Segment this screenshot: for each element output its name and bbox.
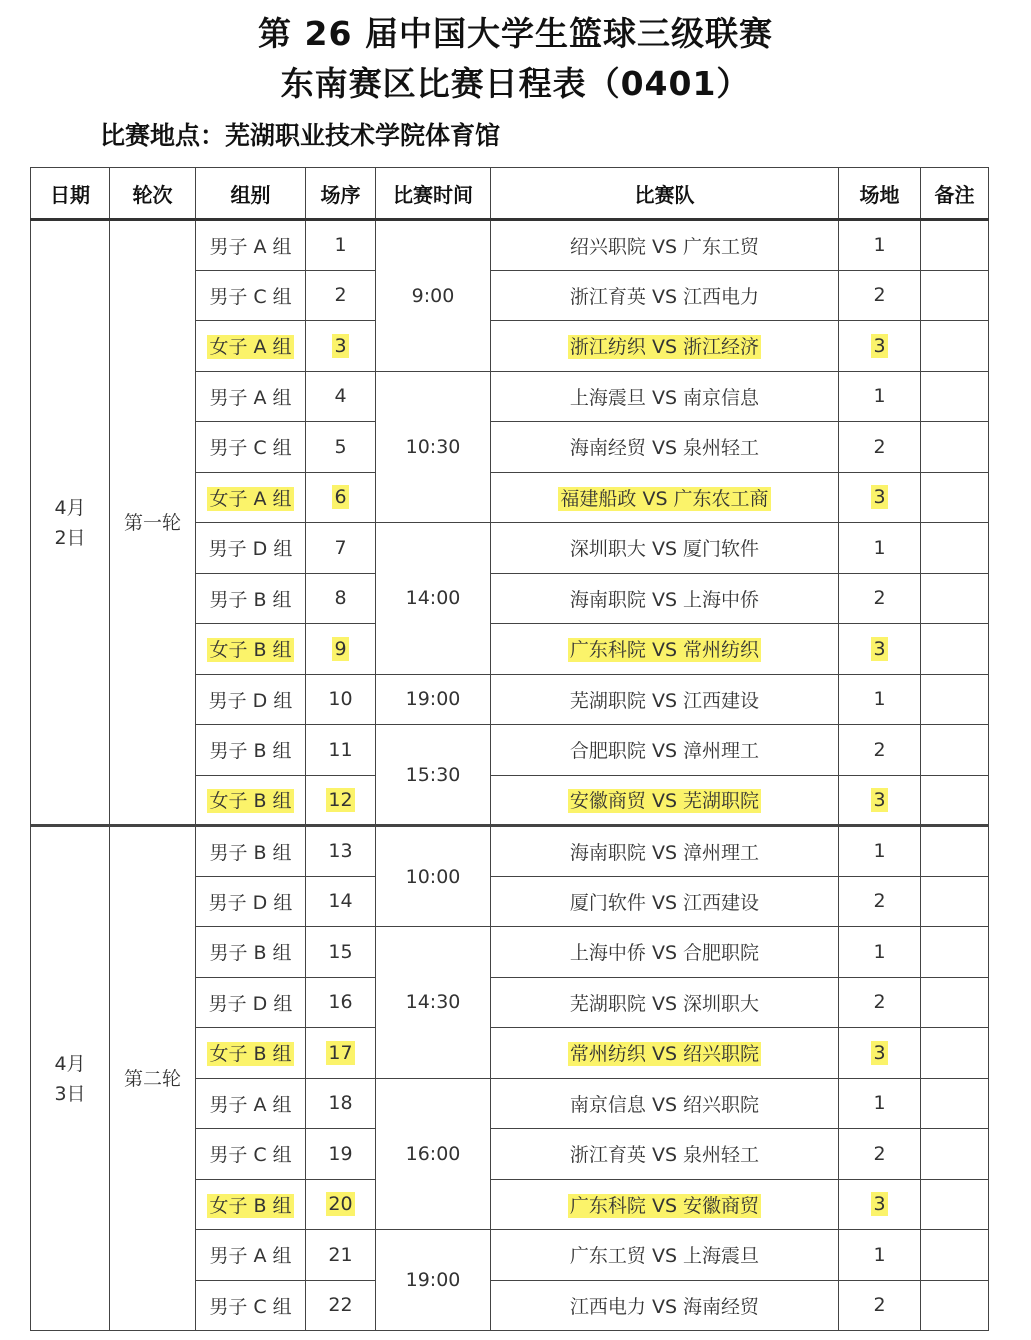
group-cell bbox=[196, 371, 306, 422]
court-number: 2 bbox=[873, 1142, 886, 1165]
match-teams: 浙江纺织 VS 浙江经济 bbox=[569, 336, 760, 359]
match-time: 14:30 bbox=[405, 991, 461, 1014]
match-time: 9:00 bbox=[411, 284, 455, 307]
group-cell bbox=[196, 1280, 306, 1331]
order-cell bbox=[306, 624, 376, 675]
notes-cell bbox=[921, 674, 989, 725]
order-number: 10 bbox=[328, 688, 353, 711]
order-number: 8 bbox=[334, 587, 347, 610]
teams-cell bbox=[491, 826, 839, 877]
court-number: 1 bbox=[873, 1092, 886, 1115]
header-teams: 比赛队 bbox=[491, 168, 839, 220]
court-cell bbox=[839, 573, 921, 624]
court-number: 3 bbox=[873, 334, 886, 357]
court-cell bbox=[839, 371, 921, 422]
teams-cell bbox=[491, 270, 839, 321]
teams-cell bbox=[491, 1078, 839, 1129]
notes-cell bbox=[921, 1230, 989, 1281]
court-cell bbox=[839, 523, 921, 574]
court-cell bbox=[839, 422, 921, 473]
notes-cell bbox=[921, 270, 989, 321]
order-number: 19 bbox=[328, 1142, 353, 1165]
match-teams: 广东工贸 VS 上海震旦 bbox=[569, 1245, 760, 1268]
match-teams: 芜湖职院 VS 深圳职大 bbox=[569, 992, 760, 1015]
order-cell bbox=[306, 523, 376, 574]
court-cell bbox=[839, 674, 921, 725]
group-cell bbox=[196, 523, 306, 574]
court-cell bbox=[839, 927, 921, 978]
order-cell bbox=[306, 1129, 376, 1180]
group-cell bbox=[196, 220, 306, 271]
match-teams: 安徽商贸 VS 芜湖职院 bbox=[569, 790, 760, 813]
teams-cell bbox=[491, 523, 839, 574]
group-label: 男子 D 组 bbox=[208, 992, 293, 1015]
notes-cell bbox=[921, 1280, 989, 1331]
group-cell bbox=[196, 725, 306, 776]
group-label: 女子 A 组 bbox=[209, 336, 292, 359]
teams-cell bbox=[491, 674, 839, 725]
match-teams: 芜湖职院 VS 江西建设 bbox=[569, 689, 760, 712]
group-label: 男子 C 组 bbox=[209, 437, 292, 460]
schedule-subtitle: 东南赛区比赛日程表（0401） bbox=[280, 64, 751, 103]
time-cell bbox=[376, 725, 491, 826]
court-cell bbox=[839, 1028, 921, 1079]
order-cell bbox=[306, 220, 376, 271]
court-number: 2 bbox=[873, 284, 886, 307]
group-label: 男子 D 组 bbox=[208, 689, 293, 712]
group-cell bbox=[196, 775, 306, 826]
notes-cell bbox=[921, 1078, 989, 1129]
teams-cell bbox=[491, 876, 839, 927]
match-teams: 海南职院 VS 上海中侨 bbox=[569, 588, 760, 611]
date-day: 3日 bbox=[54, 1082, 86, 1105]
group-label: 男子 A 组 bbox=[209, 386, 292, 409]
match-time: 14:00 bbox=[405, 587, 461, 610]
header-date: 日期 bbox=[31, 168, 110, 220]
match-teams: 常州纺织 VS 绍兴职院 bbox=[569, 1043, 760, 1066]
group-label: 男子 C 组 bbox=[209, 285, 292, 308]
teams-cell bbox=[491, 573, 839, 624]
group-label: 男子 B 组 bbox=[209, 588, 292, 611]
notes-cell bbox=[921, 321, 989, 372]
order-cell bbox=[306, 321, 376, 372]
date-cell bbox=[31, 220, 110, 826]
court-number: 1 bbox=[873, 1243, 886, 1266]
group-label: 女子 A 组 bbox=[209, 487, 292, 510]
teams-cell bbox=[491, 977, 839, 1028]
order-number: 12 bbox=[328, 788, 353, 811]
match-teams: 海南经贸 VS 泉州轻工 bbox=[569, 437, 760, 460]
notes-cell bbox=[921, 725, 989, 776]
round-cell bbox=[110, 826, 196, 1331]
group-cell bbox=[196, 422, 306, 473]
group-label: 男子 A 组 bbox=[209, 235, 292, 258]
group-cell bbox=[196, 1230, 306, 1281]
order-cell bbox=[306, 270, 376, 321]
match-teams: 合肥职院 VS 漳州理工 bbox=[569, 740, 760, 763]
order-number: 13 bbox=[328, 840, 353, 863]
court-number: 1 bbox=[873, 840, 886, 863]
order-number: 17 bbox=[328, 1041, 353, 1064]
court-number: 1 bbox=[873, 234, 886, 257]
court-cell bbox=[839, 270, 921, 321]
schedule-title: 第 26 届中国大学生篮球三级联赛 bbox=[258, 14, 773, 53]
order-cell bbox=[306, 422, 376, 473]
court-number: 2 bbox=[873, 991, 886, 1014]
teams-cell bbox=[491, 422, 839, 473]
date-cell bbox=[31, 826, 110, 1331]
notes-cell bbox=[921, 876, 989, 927]
notes-cell bbox=[921, 977, 989, 1028]
order-number: 21 bbox=[328, 1243, 353, 1266]
order-cell bbox=[306, 775, 376, 826]
header-row bbox=[31, 168, 989, 220]
match-teams: 上海震旦 VS 南京信息 bbox=[569, 386, 760, 409]
order-number: 14 bbox=[328, 890, 353, 913]
court-number: 1 bbox=[873, 385, 886, 408]
court-cell bbox=[839, 1280, 921, 1331]
header-group: 组别 bbox=[196, 168, 306, 220]
match-teams: 上海中侨 VS 合肥职院 bbox=[569, 942, 760, 965]
order-cell bbox=[306, 977, 376, 1028]
court-cell bbox=[839, 1230, 921, 1281]
time-cell bbox=[376, 1230, 491, 1331]
match-time: 10:30 bbox=[405, 435, 461, 458]
order-number: 5 bbox=[334, 435, 347, 458]
teams-cell bbox=[491, 1230, 839, 1281]
court-cell bbox=[839, 1129, 921, 1180]
match-teams: 浙江育英 VS 江西电力 bbox=[569, 285, 760, 308]
notes-cell bbox=[921, 1129, 989, 1180]
group-label: 男子 A 组 bbox=[209, 1245, 292, 1268]
order-number: 16 bbox=[328, 991, 353, 1014]
group-label: 女子 B 组 bbox=[209, 790, 292, 813]
notes-cell bbox=[921, 422, 989, 473]
order-cell bbox=[306, 1179, 376, 1230]
match-teams: 福建船政 VS 广东农工商 bbox=[560, 487, 769, 510]
time-cell bbox=[376, 1078, 491, 1230]
header-time: 比赛时间 bbox=[376, 168, 491, 220]
group-label: 男子 D 组 bbox=[208, 538, 293, 561]
time-cell bbox=[376, 674, 491, 725]
court-number: 1 bbox=[873, 940, 886, 963]
schedule-body bbox=[31, 220, 989, 1331]
time-cell bbox=[376, 220, 491, 372]
schedule-table bbox=[30, 167, 989, 1331]
group-cell bbox=[196, 927, 306, 978]
order-cell bbox=[306, 1280, 376, 1331]
group-label: 男子 C 组 bbox=[209, 1144, 292, 1167]
match-teams: 深圳职大 VS 厦门软件 bbox=[569, 538, 760, 561]
group-cell bbox=[196, 472, 306, 523]
teams-cell bbox=[491, 472, 839, 523]
order-number: 11 bbox=[328, 738, 353, 761]
round-label: 第一轮 bbox=[123, 511, 181, 534]
order-number: 22 bbox=[328, 1294, 353, 1317]
teams-cell bbox=[491, 775, 839, 826]
teams-cell bbox=[491, 1179, 839, 1230]
court-number: 3 bbox=[873, 637, 886, 660]
notes-cell bbox=[921, 927, 989, 978]
match-teams: 广东科院 VS 常州纺织 bbox=[569, 639, 760, 662]
order-number: 2 bbox=[334, 284, 347, 307]
court-cell bbox=[839, 321, 921, 372]
order-cell bbox=[306, 927, 376, 978]
court-cell bbox=[839, 1078, 921, 1129]
order-cell bbox=[306, 725, 376, 776]
group-cell bbox=[196, 674, 306, 725]
teams-cell bbox=[491, 1280, 839, 1331]
notes-cell bbox=[921, 826, 989, 877]
order-cell bbox=[306, 826, 376, 877]
court-number: 2 bbox=[873, 1294, 886, 1317]
order-number: 9 bbox=[334, 637, 347, 660]
court-cell bbox=[839, 775, 921, 826]
teams-cell bbox=[491, 624, 839, 675]
notes-cell bbox=[921, 573, 989, 624]
court-number: 3 bbox=[873, 788, 886, 811]
match-teams: 海南职院 VS 漳州理工 bbox=[569, 841, 760, 864]
court-number: 3 bbox=[873, 1193, 886, 1216]
teams-cell bbox=[491, 1129, 839, 1180]
match-teams: 厦门软件 VS 江西建设 bbox=[569, 891, 760, 914]
order-cell bbox=[306, 1230, 376, 1281]
round-cell bbox=[110, 220, 196, 826]
time-cell bbox=[376, 523, 491, 675]
group-cell bbox=[196, 270, 306, 321]
group-label: 男子 D 组 bbox=[208, 891, 293, 914]
notes-cell bbox=[921, 624, 989, 675]
court-number: 3 bbox=[873, 1041, 886, 1064]
group-cell bbox=[196, 876, 306, 927]
group-cell bbox=[196, 1078, 306, 1129]
venue-label: 比赛地点：芜湖职业技术学院体育馆 bbox=[100, 121, 501, 150]
teams-cell bbox=[491, 371, 839, 422]
group-label: 男子 B 组 bbox=[209, 942, 292, 965]
notes-cell bbox=[921, 523, 989, 574]
court-number: 1 bbox=[873, 688, 886, 711]
date-month: 4月 bbox=[54, 1052, 86, 1075]
group-label: 男子 C 组 bbox=[209, 1295, 292, 1318]
group-label: 女子 B 组 bbox=[209, 1194, 292, 1217]
teams-cell bbox=[491, 1028, 839, 1079]
header-court: 场地 bbox=[839, 168, 921, 220]
match-teams: 浙江育英 VS 泉州轻工 bbox=[569, 1144, 760, 1167]
match-time: 10:00 bbox=[405, 865, 461, 888]
order-number: 7 bbox=[334, 536, 347, 559]
round-label: 第二轮 bbox=[123, 1067, 181, 1090]
order-cell bbox=[306, 1078, 376, 1129]
date-month: 4月 bbox=[54, 496, 86, 519]
group-cell bbox=[196, 573, 306, 624]
time-cell bbox=[376, 927, 491, 1079]
order-number: 18 bbox=[328, 1092, 353, 1115]
group-cell bbox=[196, 1129, 306, 1180]
court-number: 2 bbox=[873, 738, 886, 761]
header-notes: 备注 bbox=[921, 168, 989, 220]
order-cell bbox=[306, 1028, 376, 1079]
order-cell bbox=[306, 472, 376, 523]
date-day: 2日 bbox=[54, 526, 86, 549]
order-cell bbox=[306, 674, 376, 725]
teams-cell bbox=[491, 321, 839, 372]
court-number: 2 bbox=[873, 587, 886, 610]
teams-cell bbox=[491, 220, 839, 271]
notes-cell bbox=[921, 220, 989, 271]
court-cell bbox=[839, 876, 921, 927]
group-label: 男子 A 组 bbox=[209, 1093, 292, 1116]
time-cell bbox=[376, 371, 491, 523]
order-cell bbox=[306, 876, 376, 927]
group-cell bbox=[196, 1179, 306, 1230]
teams-cell bbox=[491, 927, 839, 978]
group-cell bbox=[196, 1028, 306, 1079]
court-cell bbox=[839, 1179, 921, 1230]
group-label: 男子 B 组 bbox=[209, 841, 292, 864]
court-number: 1 bbox=[873, 536, 886, 559]
group-cell bbox=[196, 826, 306, 877]
table-row bbox=[31, 220, 989, 271]
court-cell bbox=[839, 725, 921, 776]
group-cell bbox=[196, 624, 306, 675]
notes-cell bbox=[921, 1179, 989, 1230]
notes-cell bbox=[921, 1028, 989, 1079]
match-time: 15:30 bbox=[405, 763, 461, 786]
teams-cell bbox=[491, 725, 839, 776]
match-teams: 南京信息 VS 绍兴职院 bbox=[569, 1093, 760, 1116]
court-cell bbox=[839, 624, 921, 675]
match-teams: 江西电力 VS 海南经贸 bbox=[569, 1295, 760, 1318]
court-number: 2 bbox=[873, 890, 886, 913]
group-cell bbox=[196, 977, 306, 1028]
order-number: 3 bbox=[334, 334, 347, 357]
header-order: 场序 bbox=[306, 168, 376, 220]
court-cell bbox=[839, 472, 921, 523]
match-time: 19:00 bbox=[405, 688, 461, 711]
group-label: 男子 B 组 bbox=[209, 740, 292, 763]
order-number: 4 bbox=[334, 385, 347, 408]
group-label: 女子 B 组 bbox=[209, 639, 292, 662]
order-number: 6 bbox=[334, 486, 347, 509]
order-cell bbox=[306, 573, 376, 624]
notes-cell bbox=[921, 371, 989, 422]
court-number: 3 bbox=[873, 486, 886, 509]
order-number: 15 bbox=[328, 940, 353, 963]
notes-cell bbox=[921, 775, 989, 826]
notes-cell bbox=[921, 472, 989, 523]
court-cell bbox=[839, 220, 921, 271]
court-cell bbox=[839, 826, 921, 877]
time-cell bbox=[376, 826, 491, 927]
table-row bbox=[31, 826, 989, 877]
header-round: 轮次 bbox=[110, 168, 196, 220]
order-number: 1 bbox=[334, 234, 347, 257]
match-teams: 广东科院 VS 安徽商贸 bbox=[569, 1194, 760, 1217]
group-label: 女子 B 组 bbox=[209, 1043, 292, 1066]
court-number: 2 bbox=[873, 435, 886, 458]
match-time: 16:00 bbox=[405, 1142, 461, 1165]
match-time: 19:00 bbox=[405, 1269, 461, 1291]
court-cell bbox=[839, 977, 921, 1028]
match-teams: 绍兴职院 VS 广东工贸 bbox=[569, 235, 760, 258]
group-cell bbox=[196, 321, 306, 372]
order-cell bbox=[306, 371, 376, 422]
order-number: 20 bbox=[328, 1193, 353, 1216]
